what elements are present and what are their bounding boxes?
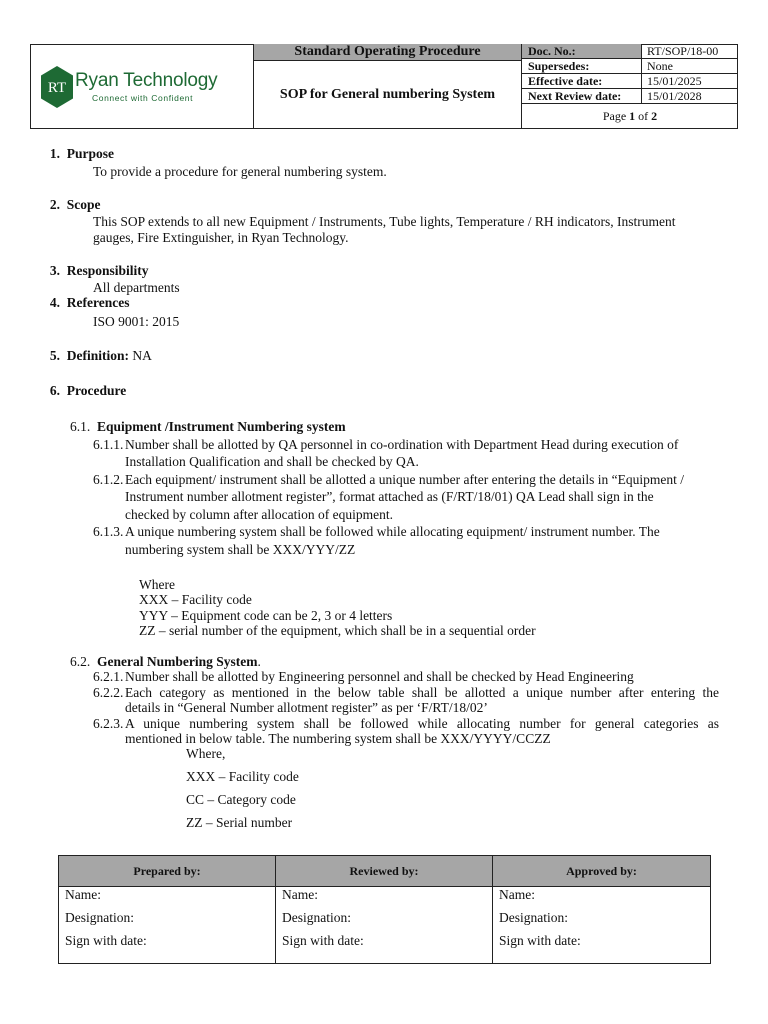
section-purpose-heading: 1. Purpose (49, 146, 114, 161)
where-line: ZZ – serial number of the equipment, which shall be in a sequential order (139, 623, 536, 638)
signature-name-label: Name: (65, 887, 101, 902)
company-tagline: Connect with Confident (92, 93, 194, 103)
signature-header: Approved by: (493, 856, 710, 887)
item-number: 6.2.2. (93, 685, 124, 700)
section-scope-line: This SOP extends to all new Equipment / Instruments, Tube lights, Temperature / RH indicators, Instrument (93, 214, 676, 229)
signature-designation-label: Designation: (282, 910, 351, 925)
document-type: Standard Operating Procedure (254, 44, 522, 61)
company-logo-icon (40, 65, 74, 109)
item-line: A unique numbering system shall be followed while allocating equipment/ instrument number. The (125, 524, 660, 539)
item-line: numbering system shall be XXX/YYY/ZZ (125, 542, 356, 557)
where-line: ZZ – Serial number (186, 815, 293, 830)
section-references-text: ISO 9001: 2015 (93, 314, 180, 329)
where-line: XXX – Facility code (186, 769, 299, 784)
item-number: 6.1.1. (93, 437, 124, 452)
signature-header: Reviewed by: (276, 856, 492, 887)
section-definition: 5. Definition: NA (49, 348, 152, 363)
item-line: Each equipment/ instrument shall be allotted a unique number after entering the details in “Equipment / (125, 472, 684, 487)
item-line: details in “General Number allotment register” as per ‘F/RT/18/02’ (125, 700, 488, 715)
item-line: mentioned in below table. The numbering system shall be XXX/YYYY/CCZZ (125, 731, 551, 746)
signature-header: Prepared by: (59, 856, 275, 887)
section-purpose-text: To provide a procedure for general numbering system. (93, 164, 387, 179)
subsection-6-1-heading: 6.1. Equipment /Instrument Numbering system (70, 419, 346, 434)
section-responsibility-heading: 3. Responsibility (49, 263, 149, 278)
signature-sign-label: Sign with date: (65, 933, 147, 948)
page-indicator: Page 1 of 2 (602, 109, 658, 123)
where-line: XXX – Facility code (139, 592, 252, 607)
company-name: Ryan Technology (75, 70, 218, 91)
subsection-6-2-heading: 6.2. General Numbering System. (70, 654, 261, 669)
item-line: checked by column after allocation of equipment. (125, 507, 394, 522)
item-line: Installation Qualification and shall be checked by QA. (125, 454, 419, 469)
meta-doc-no (522, 44, 738, 59)
logo-mark: RT (47, 80, 67, 96)
meta-value: 15/01/2028 (647, 89, 702, 103)
signature-name-label: Name: (499, 887, 535, 902)
item-line: Each category as mentioned in the below table shall be allotted a unique number after entering the (125, 685, 719, 700)
section-scope-line: gauges, Fire Extinguisher, in Ryan Technology. (93, 230, 349, 245)
section-procedure-heading: 6. Procedure (49, 383, 127, 398)
where-line: Where (139, 577, 175, 592)
item-number: 6.2.1. (93, 669, 124, 684)
signature-designation-label: Designation: (65, 910, 134, 925)
signature-sign-label: Sign with date: (499, 933, 581, 948)
item-line: A unique numbering system shall be followed while allocating number for general categories as (125, 716, 719, 731)
document-title: SOP for General numbering System (254, 61, 522, 129)
where-line: CC – Category code (186, 792, 296, 807)
item-number: 6.1.3. (93, 524, 124, 539)
signature-sign-label: Sign with date: (282, 933, 364, 948)
meta-key: Effective date: (522, 74, 642, 88)
meta-value: 15/01/2025 (647, 74, 702, 88)
item-number: 6.1.2. (93, 472, 124, 487)
meta-supersedes (522, 59, 738, 74)
section-responsibility-text: All departments (93, 280, 180, 295)
item-line: Number shall be allotted by Engineering personnel and shall be checked by Head Engineering (125, 669, 634, 684)
signature-name-label: Name: (282, 887, 318, 902)
meta-key: Doc. No.: (522, 44, 642, 58)
section-scope-heading: 2. Scope (49, 197, 101, 212)
meta-next-review-date (522, 89, 738, 104)
meta-effective-date (522, 74, 738, 89)
meta-key: Next Review date: (522, 89, 642, 103)
item-number: 6.2.3. (93, 716, 124, 731)
meta-value: RT/SOP/18-00 (647, 44, 719, 58)
meta-value: None (647, 59, 673, 73)
signature-designation-label: Designation: (499, 910, 568, 925)
section-references-heading: 4. References (49, 295, 130, 310)
where-line: Where, (186, 746, 226, 761)
where-line: YYY – Equipment code can be 2, 3 or 4 letters (139, 608, 393, 623)
item-line: Instrument number allotment register”, format attached as (F/RT/18/01) QA Lead shall sign in the (125, 489, 654, 504)
meta-key: Supersedes: (522, 59, 642, 73)
item-line: Number shall be allotted by QA personnel in co-ordination with Department Head during execution of (125, 437, 679, 452)
